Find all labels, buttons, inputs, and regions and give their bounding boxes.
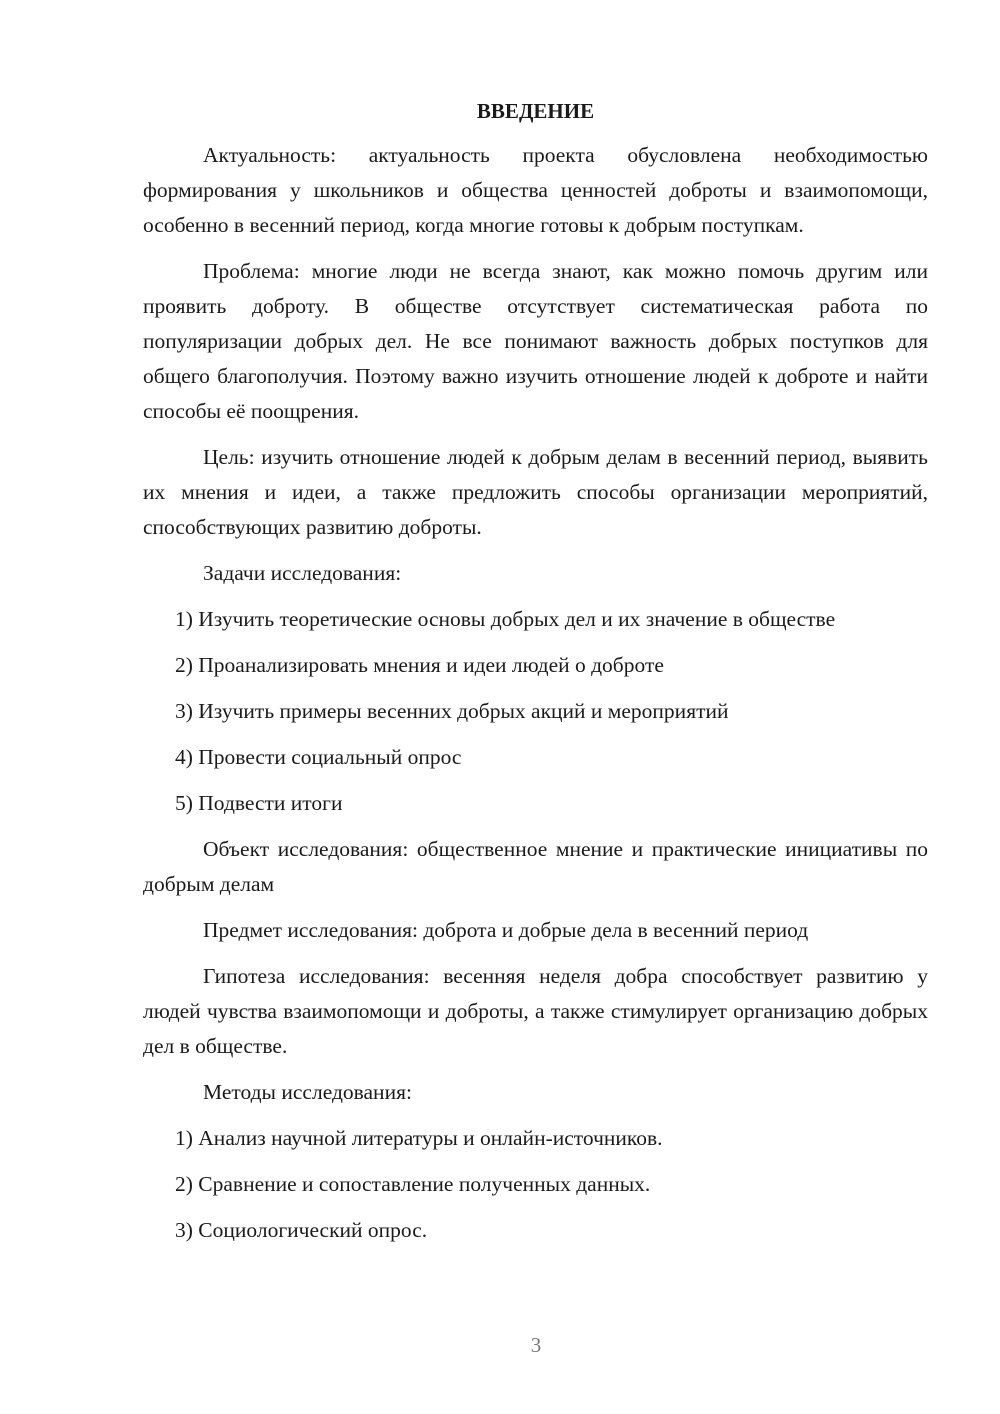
list-item: 5) Подвести итоги [175,791,343,815]
methods-heading: Методы исследования: [203,1080,412,1104]
section-title: ВВЕДЕНИЕ [476,99,595,123]
subject-paragraph: Предмет исследования: доброта и добрые дела в весенний период [203,918,809,942]
methods-list [143,1121,928,1248]
tasks-list [143,602,928,821]
list-item: 4) Провести социальный опрос [175,745,462,769]
hypothesis-paragraph: Гипотеза исследования: весенняя неделя добра способствует развитию у людей чувства взаимопомощи и доброты, а также стимулирует организацию добрых дел в обществе. [143,964,928,1058]
tasks-heading: Задачи исследования: [203,561,402,585]
object-paragraph: Объект исследования: общественное мнение и практические инициативы по добрым делам [143,837,928,896]
page-number: 3 [530,1333,542,1357]
list-item: 3) Изучить примеры весенних добрых акций и мероприятий [175,699,729,723]
list-item: 1) Анализ научной литературы и онлайн-источников. [175,1126,663,1150]
problem-paragraph: Проблема: многие люди не всегда знают, как можно помочь другим или проявить доброту. В обществе отсутствует систематическая работа по популяризации добрых дел. Не все понимают важность добрых поступков для общего благополучия. Поэтому важно изучить отношение людей к доброте и найти способы её поощрения. [143,259,928,423]
list-item: 1) Изучить теоретические основы добрых дел и их значение в обществе [175,607,836,631]
list-item: 2) Сравнение и сопоставление полученных данных. [175,1172,651,1196]
list-item: 3) Социологический опрос. [175,1218,428,1242]
document-page [143,95,928,1259]
goal-paragraph: Цель: изучить отношение людей к добрым делам в весенний период, выявить их мнения и идеи, а также предложить способы организации мероприятий, способствующих развитию доброты. [143,445,928,539]
relevance-paragraph: Актуальность: актуальность проекта обусловлена необходимостью формирования у школьников и общества ценностей доброты и взаимопомощи, особенно в весенний период, когда многие готовы к добрым поступкам. [143,143,928,237]
list-item: 2) Проанализировать мнения и идеи людей о доброте [175,653,664,677]
